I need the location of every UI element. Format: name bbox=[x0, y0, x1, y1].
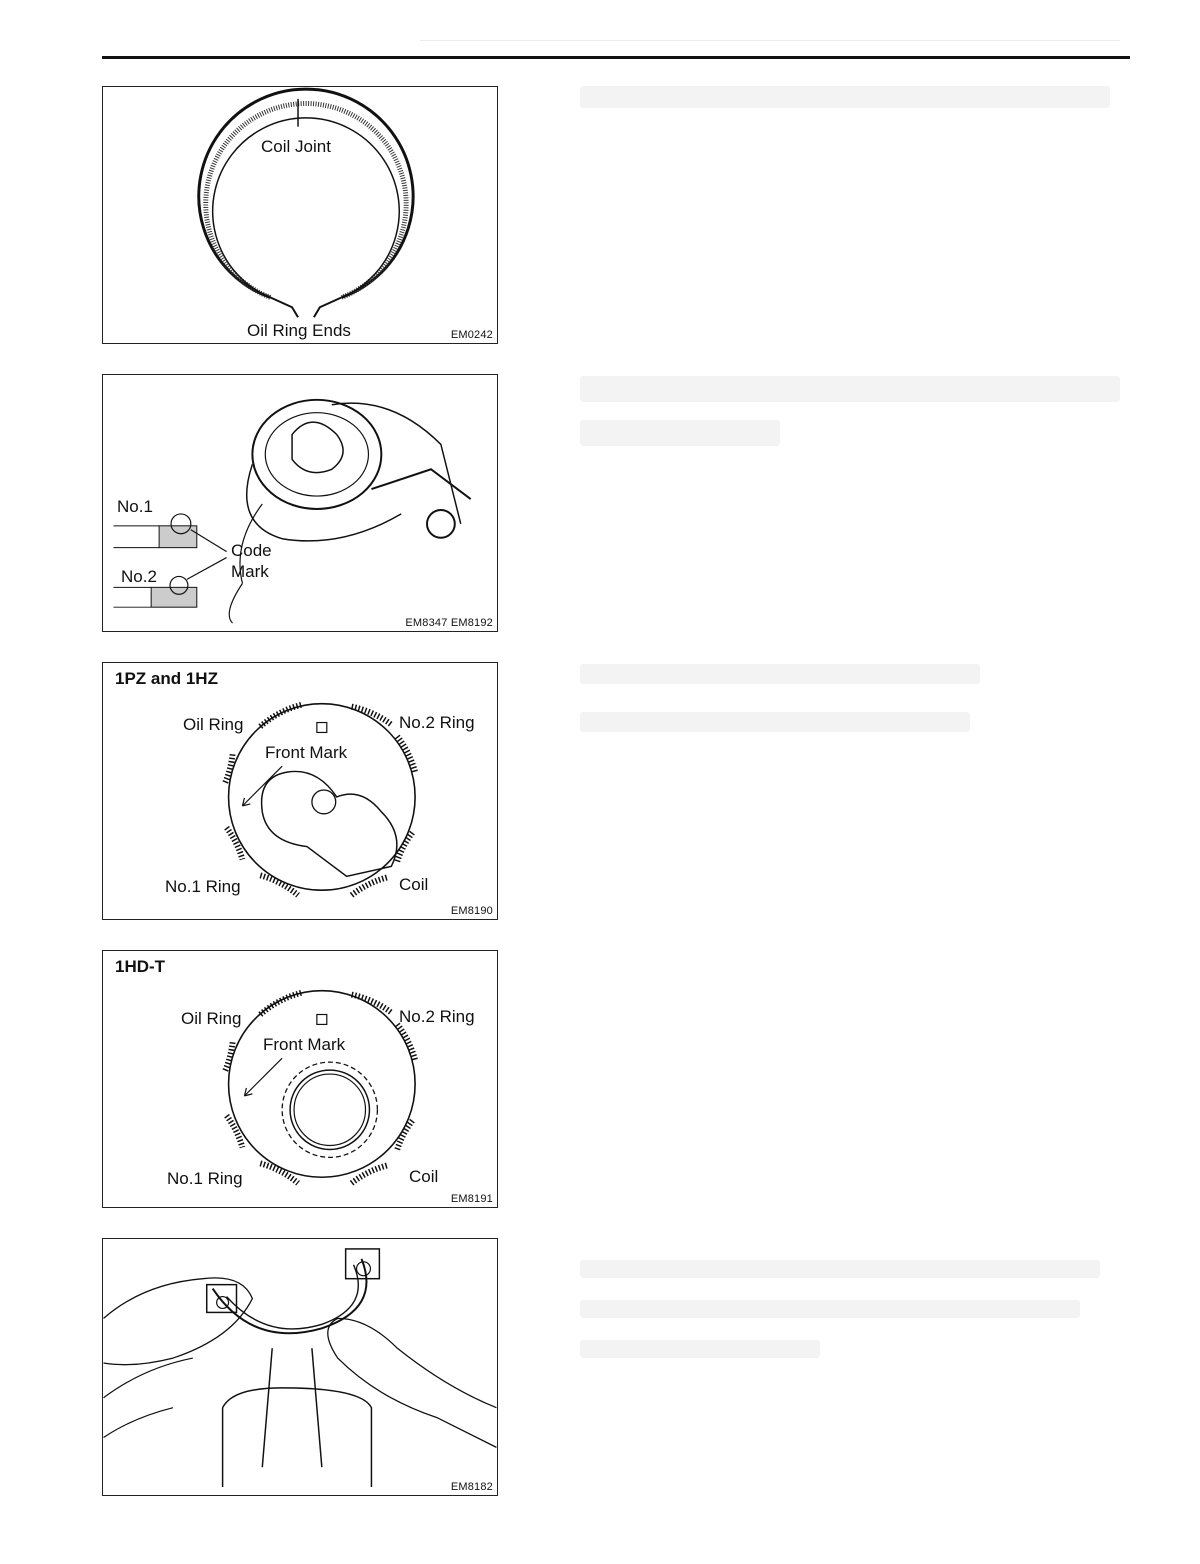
header-rule bbox=[102, 56, 1130, 59]
figure-ring-positions-1hd-t bbox=[102, 950, 498, 1208]
figure-code: EM8190 bbox=[450, 905, 493, 917]
front-mark-label: Front Mark bbox=[263, 1035, 346, 1054]
mark-label: Mark bbox=[231, 562, 269, 581]
figure-title: 1PZ and 1HZ bbox=[115, 669, 218, 688]
figure-code: EM8347 EM8192 bbox=[405, 617, 493, 629]
coil-joint-label: Coil Joint bbox=[261, 137, 331, 156]
no2-label: No.2 bbox=[121, 567, 157, 586]
header-faint-rule bbox=[420, 40, 1120, 41]
figure-ring-expander bbox=[102, 374, 498, 632]
oil-ring-illustration bbox=[103, 87, 497, 343]
no1-ring-label: No.1 Ring bbox=[165, 877, 241, 896]
code-label: Code bbox=[231, 541, 272, 560]
coil-label: Coil bbox=[399, 875, 429, 894]
figure-bearing-install bbox=[102, 1238, 498, 1496]
figure-title: 1HD-T bbox=[115, 957, 166, 976]
coil-label: Coil bbox=[409, 1167, 439, 1186]
faint-text-line bbox=[580, 1260, 1100, 1278]
ring-expander-illustration bbox=[103, 375, 497, 631]
front-mark-label: Front Mark bbox=[265, 743, 348, 762]
bearing-install-illustration bbox=[103, 1239, 497, 1495]
oil-ring-ends-label: Oil Ring Ends bbox=[247, 321, 351, 340]
faint-text-line bbox=[580, 1300, 1080, 1318]
faint-text-line bbox=[580, 420, 780, 446]
no1-ring-label: No.1 Ring bbox=[167, 1169, 243, 1188]
ring-position-illustration bbox=[103, 663, 497, 919]
no2-ring-label: No.2 Ring bbox=[399, 1007, 475, 1026]
faint-text-line bbox=[580, 86, 1110, 108]
faint-text-line bbox=[580, 664, 980, 684]
figure-code: EM8191 bbox=[450, 1193, 493, 1205]
oil-ring-label: Oil Ring bbox=[183, 715, 244, 734]
no1-label: No.1 bbox=[117, 497, 153, 516]
figure-oil-ring-coil bbox=[102, 86, 498, 344]
figure-code: EM8182 bbox=[450, 1481, 493, 1493]
no2-ring-label: No.2 Ring bbox=[399, 713, 475, 732]
faint-text-line bbox=[580, 376, 1120, 402]
figure-ring-positions-1pz-1hz bbox=[102, 662, 498, 920]
figure-code: EM0242 bbox=[450, 329, 493, 341]
faint-text-line bbox=[580, 1340, 820, 1358]
oil-ring-label: Oil Ring bbox=[181, 1009, 242, 1028]
faint-text-line bbox=[580, 712, 970, 732]
